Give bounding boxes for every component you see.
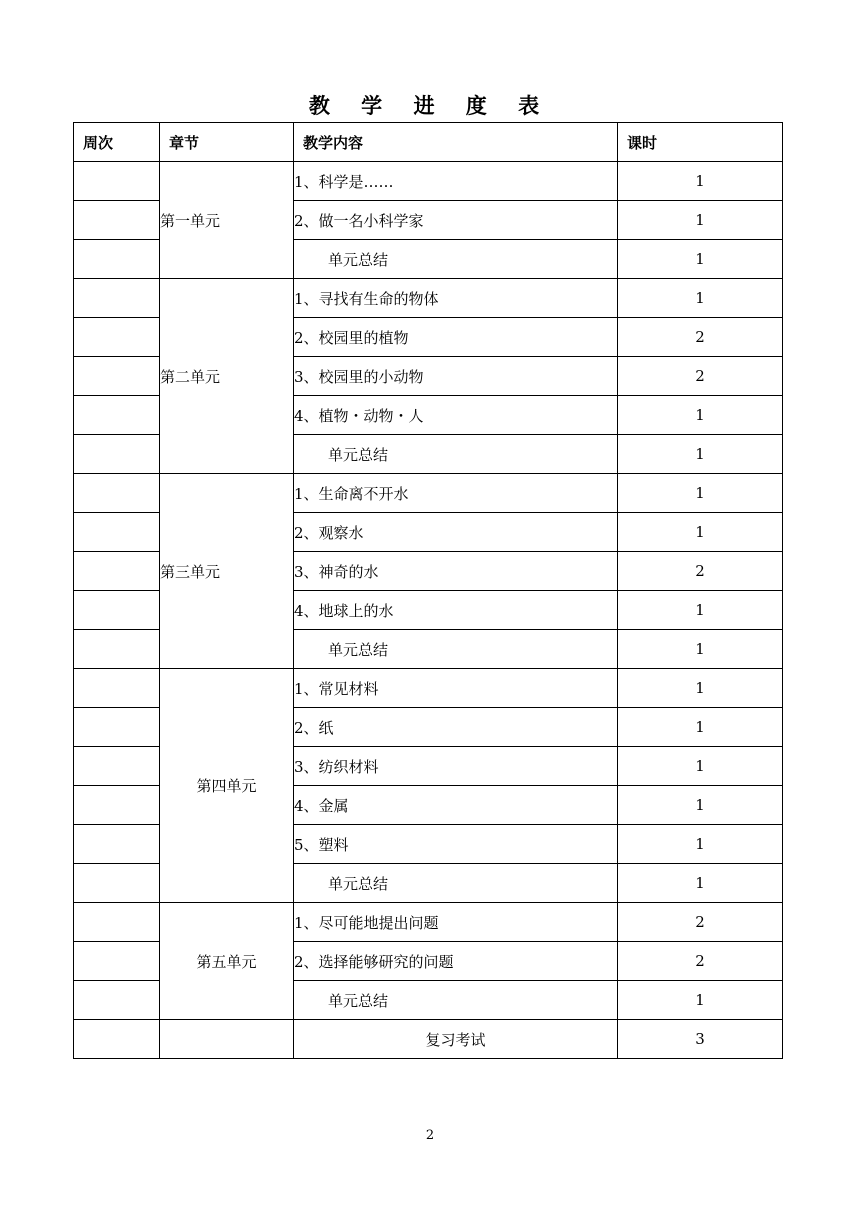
chapter-cell: 第一单元 bbox=[160, 162, 294, 279]
lesson-title-cell: 单元总结 bbox=[294, 435, 618, 474]
lesson-title-cell: 2、纸 bbox=[294, 708, 618, 747]
week-cell bbox=[74, 201, 160, 240]
header-row bbox=[74, 123, 783, 162]
lesson-hours-cell: 1 bbox=[618, 162, 783, 201]
week-column-header: 周次 bbox=[74, 123, 160, 162]
lesson-hours-cell: 1 bbox=[618, 825, 783, 864]
week-cell bbox=[74, 630, 160, 669]
lesson-hours-cell: 1 bbox=[618, 981, 783, 1020]
lesson-hours-cell: 1 bbox=[618, 279, 783, 318]
lesson-hours-cell: 1 bbox=[618, 747, 783, 786]
schedule-table bbox=[73, 122, 783, 1059]
week-cell bbox=[74, 825, 160, 864]
week-cell bbox=[74, 942, 160, 981]
lesson-title-cell: 3、神奇的水 bbox=[294, 552, 618, 591]
chapter-cell: 第三单元 bbox=[160, 474, 294, 669]
chapter-cell: 第二单元 bbox=[160, 279, 294, 474]
lesson-hours-cell: 2 bbox=[618, 942, 783, 981]
lesson-title-cell: 单元总结 bbox=[294, 630, 618, 669]
page-number: 2 bbox=[425, 1128, 435, 1143]
week-cell bbox=[74, 396, 160, 435]
lesson-title-cell: 4、金属 bbox=[294, 786, 618, 825]
hours-column-header: 课时 bbox=[618, 123, 783, 162]
lesson-hours-cell: 2 bbox=[618, 318, 783, 357]
lesson-title-cell: 2、校园里的植物 bbox=[294, 318, 618, 357]
lesson-title-cell: 1、科学是…… bbox=[294, 162, 618, 201]
lesson-title-cell: 单元总结 bbox=[294, 981, 618, 1020]
lesson-hours-cell: 1 bbox=[618, 513, 783, 552]
week-cell bbox=[74, 279, 160, 318]
week-cell bbox=[74, 162, 160, 201]
lesson-title-cell: 1、常见材料 bbox=[294, 669, 618, 708]
lesson-title-cell: 2、做一名小科学家 bbox=[294, 201, 618, 240]
lesson-hours-cell: 1 bbox=[618, 708, 783, 747]
content-column-header: 教学内容 bbox=[294, 123, 618, 162]
table-row bbox=[74, 162, 783, 201]
week-cell bbox=[74, 357, 160, 396]
week-cell bbox=[74, 708, 160, 747]
week-cell bbox=[74, 591, 160, 630]
lesson-title-cell: 2、观察水 bbox=[294, 513, 618, 552]
table-row bbox=[74, 903, 783, 942]
week-cell bbox=[74, 435, 160, 474]
lesson-hours-cell: 1 bbox=[618, 786, 783, 825]
lesson-hours-cell: 2 bbox=[618, 552, 783, 591]
lesson-hours-cell: 1 bbox=[618, 591, 783, 630]
week-cell bbox=[74, 318, 160, 357]
table-row bbox=[74, 279, 783, 318]
lesson-title-cell: 4、地球上的水 bbox=[294, 591, 618, 630]
lesson-hours-cell: 1 bbox=[618, 630, 783, 669]
week-cell bbox=[74, 474, 160, 513]
week-cell bbox=[74, 981, 160, 1020]
lesson-title-cell: 3、纺织材料 bbox=[294, 747, 618, 786]
week-cell bbox=[74, 786, 160, 825]
review-title-cell: 复习考试 bbox=[294, 1020, 618, 1059]
lesson-hours-cell: 1 bbox=[618, 669, 783, 708]
week-cell bbox=[74, 903, 160, 942]
page-title: 教 学 进 度 表 bbox=[308, 94, 552, 118]
lesson-hours-cell: 2 bbox=[618, 357, 783, 396]
lesson-title-cell: 单元总结 bbox=[294, 240, 618, 279]
lesson-title-cell: 1、生命离不开水 bbox=[294, 474, 618, 513]
review-hours-cell: 3 bbox=[618, 1020, 783, 1059]
table-row bbox=[74, 669, 783, 708]
week-cell bbox=[74, 1020, 160, 1059]
week-cell bbox=[74, 240, 160, 279]
lesson-title-cell: 5、塑料 bbox=[294, 825, 618, 864]
week-cell bbox=[74, 669, 160, 708]
lesson-hours-cell: 1 bbox=[618, 396, 783, 435]
lesson-title-cell: 2、选择能够研究的问题 bbox=[294, 942, 618, 981]
lesson-hours-cell: 1 bbox=[618, 864, 783, 903]
chapter-cell: 第五单元 bbox=[160, 903, 294, 1020]
week-cell bbox=[74, 747, 160, 786]
chapter-cell bbox=[160, 1020, 294, 1059]
schedule-body bbox=[74, 162, 783, 1059]
lesson-hours-cell: 1 bbox=[618, 201, 783, 240]
week-cell bbox=[74, 552, 160, 591]
lesson-hours-cell: 1 bbox=[618, 435, 783, 474]
review-row bbox=[74, 1020, 783, 1059]
chapter-cell: 第四单元 bbox=[160, 669, 294, 903]
lesson-hours-cell: 1 bbox=[618, 240, 783, 279]
week-cell bbox=[74, 513, 160, 552]
lesson-hours-cell: 1 bbox=[618, 474, 783, 513]
lesson-title-cell: 1、尽可能地提出问题 bbox=[294, 903, 618, 942]
lesson-title-cell: 1、寻找有生命的物体 bbox=[294, 279, 618, 318]
week-cell bbox=[74, 864, 160, 903]
chapter-column-header: 章节 bbox=[160, 123, 294, 162]
lesson-hours-cell: 2 bbox=[618, 903, 783, 942]
lesson-title-cell: 单元总结 bbox=[294, 864, 618, 903]
lesson-title-cell: 4、植物・动物・人 bbox=[294, 396, 618, 435]
table-row bbox=[74, 474, 783, 513]
lesson-title-cell: 3、校园里的小动物 bbox=[294, 357, 618, 396]
